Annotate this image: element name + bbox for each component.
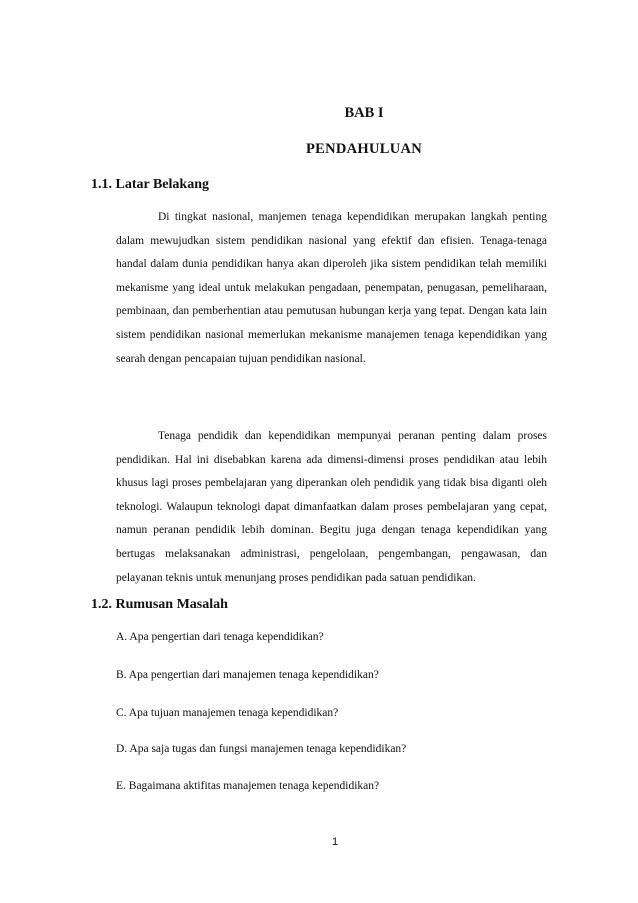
question-item-d: D. Apa saja tugas dan fungsi manajemen tenaga kependidikan? bbox=[116, 743, 407, 755]
question-item-c: C. Apa tujuan manajemen tenaga kependidikan? bbox=[116, 707, 339, 719]
chapter-title: PENDAHULUAN bbox=[305, 141, 423, 157]
paragraph-2: Tenaga pendidik dan kependidikan mempunyai peranan penting dalam proses pendidikan. Hal ini disebabkan karena ada dimensi-dimensi proses pendidikan atau lebih khusus lagi proses pembelajaran yang diperankan oleh pendidik yang tidak bisa diganti oleh teknologi. Walaupun teknologi dapat dimanfaatkan dalam proses pembelajaran yang cepat, namun peranan pendidik lebih dominan. Begitu juga dengan tenaga kependidikan yang bertugas melaksanakan administrasi, pengelolaan, pengembangan, pengawasan, dan pelayanan teknis untuk menunjang proses pendidikan pada satuan pendidikan. bbox=[116, 430, 547, 584]
question-item-a: A. Apa pengertian dari tenaga kependidikan? bbox=[116, 631, 324, 643]
section-heading-latar-belakang: 1.1. Latar Belakang bbox=[91, 177, 209, 192]
section-heading-rumusan-masalah: 1.2. Rumusan Masalah bbox=[91, 597, 228, 612]
chapter-label: BAB I bbox=[344, 105, 384, 121]
page-number: 1 bbox=[331, 836, 339, 848]
question-item-b: B. Apa pengertian dari manajemen tenaga kependidikan? bbox=[116, 669, 379, 681]
question-item-e: E. Bagaimana aktifitas manajemen tenaga kependidikan? bbox=[116, 780, 380, 792]
paragraph-1: Di tingkat nasional, manjemen tenaga kependidikan merupakan langkah penting dalam mewujudkan sistem pendidikan nasional yang efektif dan efisien. Tenaga-tenaga handal dalam dunia pendidikan hanya akan diperoleh jika sistem pendidikan telah memiliki mekanisme yang ideal untuk melakukan pengadaan, penempatan, penugasan, pemeliharaan, pembinaan, dan pemberhentian atau pemutusan hubungan kerja yang tepat. Dengan kata lain sistem pendidikan nasional memerlukan mekanisme manajemen tenaga kependidikan yang searah dengan pencapaian tujuan pendidikan nasional. bbox=[116, 211, 547, 365]
